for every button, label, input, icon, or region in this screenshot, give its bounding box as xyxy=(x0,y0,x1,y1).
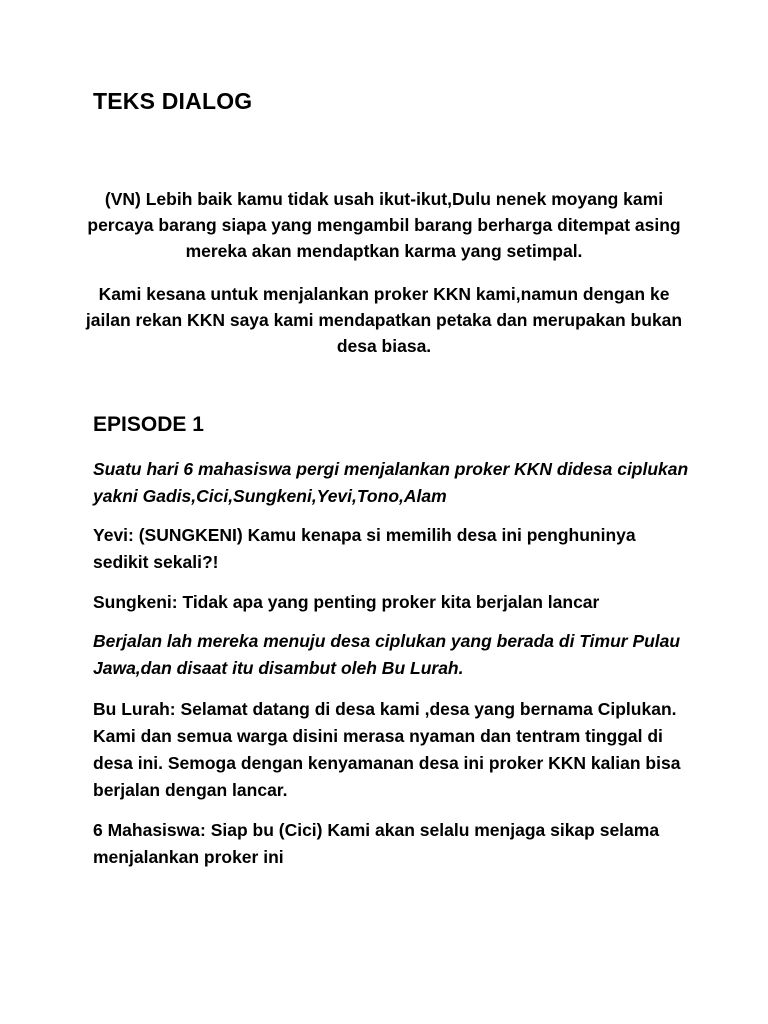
intro-paragraph: (VN) Lebih baik kamu tidak usah ikut-ikut,Dulu nenek moyang kami percaya barang siapa yang mengambil barang berharga ditempat asing mereka akan mendaptkan karma yang setimpal. xyxy=(87,189,681,261)
intro-paragraph: Kami kesana untuk menjalankan proker KKN kami,namun dengan ke jailan rekan KKN saya kami mendapatkan petaka dan merupakan bukan desa biasa. xyxy=(85,284,683,356)
dialog-line: Bu Lurah: Selamat datang di desa kami ,desa yang bernama Ciplukan. Kami dan semua warga disini merasa nyaman dan tentram tinggal di desa ini. Semoga dengan kenyamanan desa ini proker KKN kalian bisa berjalan dengan lancar. xyxy=(93,699,681,800)
narration-paragraph: Berjalan lah mereka menuju desa ciplukan yang berada di Timur Pulau Jawa,dan disaat itu disambut oleh Bu Lurah. xyxy=(93,631,681,678)
dialog-line: Sungkeni: Tidak apa yang penting proker kita berjalan lancar xyxy=(93,592,600,612)
narration-paragraph: Suatu hari 6 mahasiswa pergi menjalankan proker KKN didesa ciplukan yakni Gadis,Cici,Sungkeni,Yevi,Tono,Alam xyxy=(93,459,689,506)
dialog-line: 6 Mahasiswa: Siap bu (Cici) Kami akan selalu menjaga sikap selama menjalankan proker ini xyxy=(93,820,660,867)
document-title: TEKS DIALOG xyxy=(93,88,253,114)
dialog-line: Yevi: (SUNGKENI) Kamu kenapa si memilih desa ini penghuninya sedikit sekali?! xyxy=(93,525,636,572)
episode-heading: EPISODE 1 xyxy=(93,413,204,436)
